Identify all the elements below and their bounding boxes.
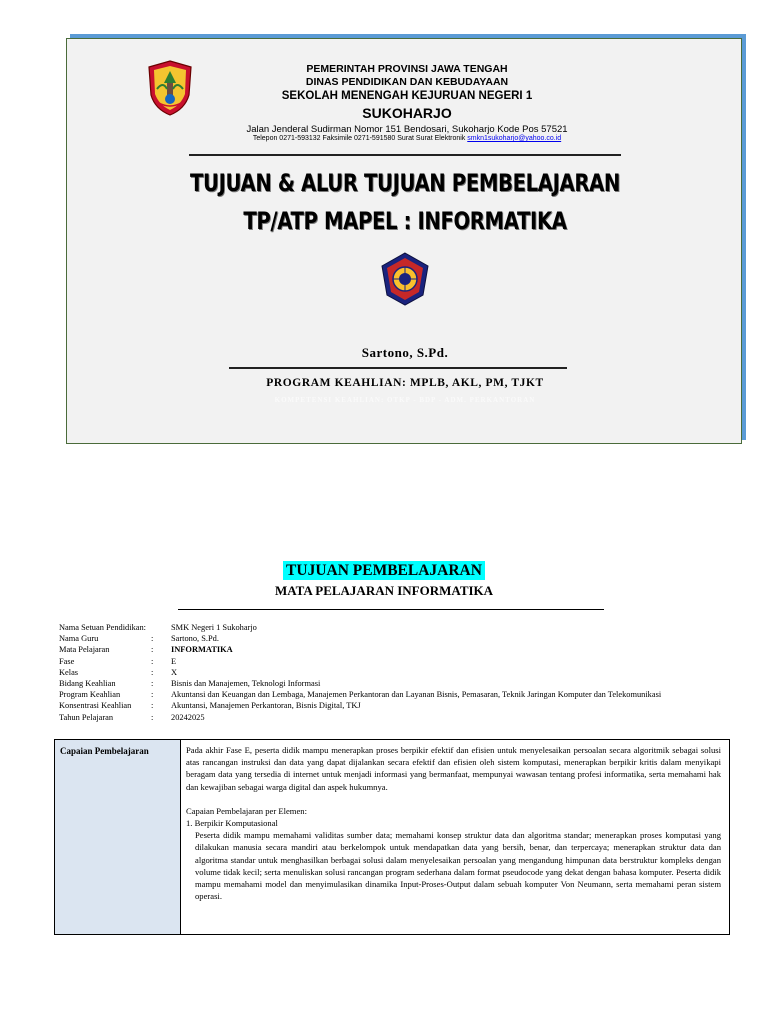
header-school: SEKOLAH MENENGAH KEJURUAN NEGERI 1	[281, 90, 533, 102]
cover-title-line2: TP/ATP MAPEL : INFORMATIKA	[243, 207, 567, 235]
info-row	[59, 712, 661, 723]
header-contact	[217, 135, 597, 142]
info-row	[59, 644, 661, 655]
info-colon: :	[151, 645, 154, 655]
info-label: Mata Pelajaran	[59, 645, 110, 655]
info-label: Kelas	[59, 667, 79, 677]
header-divider	[189, 154, 621, 156]
info-label: Bidang Keahlian	[59, 679, 116, 689]
elemen-title: 1. Berpikir Komputasional	[186, 818, 278, 829]
header-department: DINAS PENDIDIKAN DAN KEBUDAYAAN	[305, 76, 509, 88]
info-value: E	[171, 656, 177, 666]
cover-page	[66, 38, 742, 444]
kompetensi-keahlian: KOMPETENSI KEAHLIAN: OTKP - BDP - ADM. PERKANTORAN	[274, 396, 536, 404]
tp-divider	[178, 609, 604, 610]
info-colon: :	[151, 701, 154, 711]
program-keahlian: PROGRAM KEAHLIAN: MPLB, AKL, PM, TJKT	[266, 377, 544, 389]
info-value: SMK Negeri 1 Sukoharjo	[171, 623, 257, 632]
header-city: SUKOHARJO	[362, 105, 452, 121]
capaian-label: Capaian Pembelajaran	[55, 740, 181, 934]
header-province: PEMERINTAH PROVINSI JAWA TENGAH	[306, 63, 508, 75]
tp-subtitle: MATA PELAJARAN INFORMATIKA	[274, 583, 494, 598]
info-label: Fase	[59, 656, 75, 666]
info-row	[59, 633, 661, 644]
info-label: Program Keahlian	[59, 690, 121, 700]
info-colon: :	[151, 712, 154, 722]
info-value: Akuntansi dan Keuangan dan Lembaga, Manajemen Perkantoran dan Layanan Bisnis, Pemasaran, Teknik Jaringan Komputer dan Telekomunikasi	[171, 690, 662, 700]
capaian-content	[181, 740, 729, 934]
info-row	[59, 656, 661, 667]
info-value: INFORMATIKA	[171, 645, 233, 655]
spacer	[186, 793, 721, 805]
author-name: Sartono, S.Pd.	[361, 345, 449, 360]
header-address: Jalan Jenderal Sudirman Nomor 151 Bendosari, Sukoharjo Kode Pos 57521	[246, 124, 568, 135]
info-label: Nama Setuan Pendidikan:	[59, 623, 146, 632]
cover-title-line1: TUJUAN & ALUR TUJUAN PEMBELAJARAN	[190, 169, 620, 197]
info-label: Tahun Pelajaran	[59, 712, 114, 722]
tp-title: TUJUAN PEMBELAJARAN	[283, 561, 485, 580]
info-label: Konsentrasi Keahlian	[59, 701, 132, 711]
capaian-table	[54, 739, 730, 935]
author-divider	[229, 367, 567, 369]
info-value: Akuntansi, Manajemen Perkantoran, Bisnis Digital, TKJ	[171, 701, 361, 711]
info-value: 20242025	[171, 712, 205, 722]
info-row	[59, 622, 661, 633]
info-colon: :	[151, 634, 154, 644]
info-value: Bisnis dan Manajemen, Teknologi Informasi	[171, 679, 321, 689]
info-row	[59, 689, 661, 700]
jawa-tengah-emblem-icon	[145, 59, 195, 117]
info-colon: :	[151, 667, 154, 677]
email-link[interactable]: smkn1sukoharjo@yahoo.co.id	[467, 135, 562, 142]
info-row	[59, 678, 661, 689]
elemen-text: Peserta didik mampu memahami validitas sumber data; memahami konsep struktur data dan algoritma standar; menerapkan proses komputasi yang dilakukan manusia secara mandiri atau berkelompok untuk mendapatkan data yang bersih, benar, dan terpercaya; menerapkan struktur data dan algoritma standar untuk menghasilkan berbagai solusi dalam menyelesaikan persoalan yang mengandung himpunan data berstruktur kompleks dengan volume tidak kecil; serta menuliskan solusi rancangan program sederhana dalam format pseudocode yang dekat dengan bahasa komputer. Peserta didik mampu memahami model dan menyimulasikan dinamika Input-Proses-Output dalam sebuah komputer Von Neumann, serta memahami peran sistem operasi.	[195, 830, 721, 902]
info-label: Nama Guru	[59, 634, 99, 644]
tp-title-wrap	[0, 561, 768, 580]
info-value: X	[171, 667, 178, 677]
school-emblem-icon	[379, 251, 431, 307]
info-list	[59, 622, 661, 723]
info-colon: :	[151, 679, 154, 689]
info-colon: :	[151, 690, 154, 700]
header-contact-text: Telepon 0271-593132 Faksimile 0271-591580 Surat Surat Elektronik	[252, 135, 468, 142]
capaian-paragraph: Pada akhir Fase E, peserta didik mampu menerapkan proses berpikir efektif dan efisien untuk menyelesaikan persoalan secara algoritmik sebagai solusi atas rancangan instruksi dan data yang dapat dijalankan secara efektif dan efisien oleh sistem komputasi, menerapkan berpikir kritis dalam menyikapi beragam data yang tersedia di internet untuk menjadi informasi yang bermanfaat, mempunyai wawasan tentang profesi informatika, serta memahami hak dan kewajiban sebagai warga digital dan aspek hukumnya.	[186, 745, 721, 792]
info-colon	[151, 622, 171, 633]
info-row	[59, 700, 661, 711]
info-row	[59, 667, 661, 678]
capaian-per-elemen: Capaian Pembelajaran per Elemen:	[186, 805, 307, 816]
info-colon: :	[151, 656, 154, 666]
info-value: Sartono, S.Pd.	[171, 634, 219, 644]
